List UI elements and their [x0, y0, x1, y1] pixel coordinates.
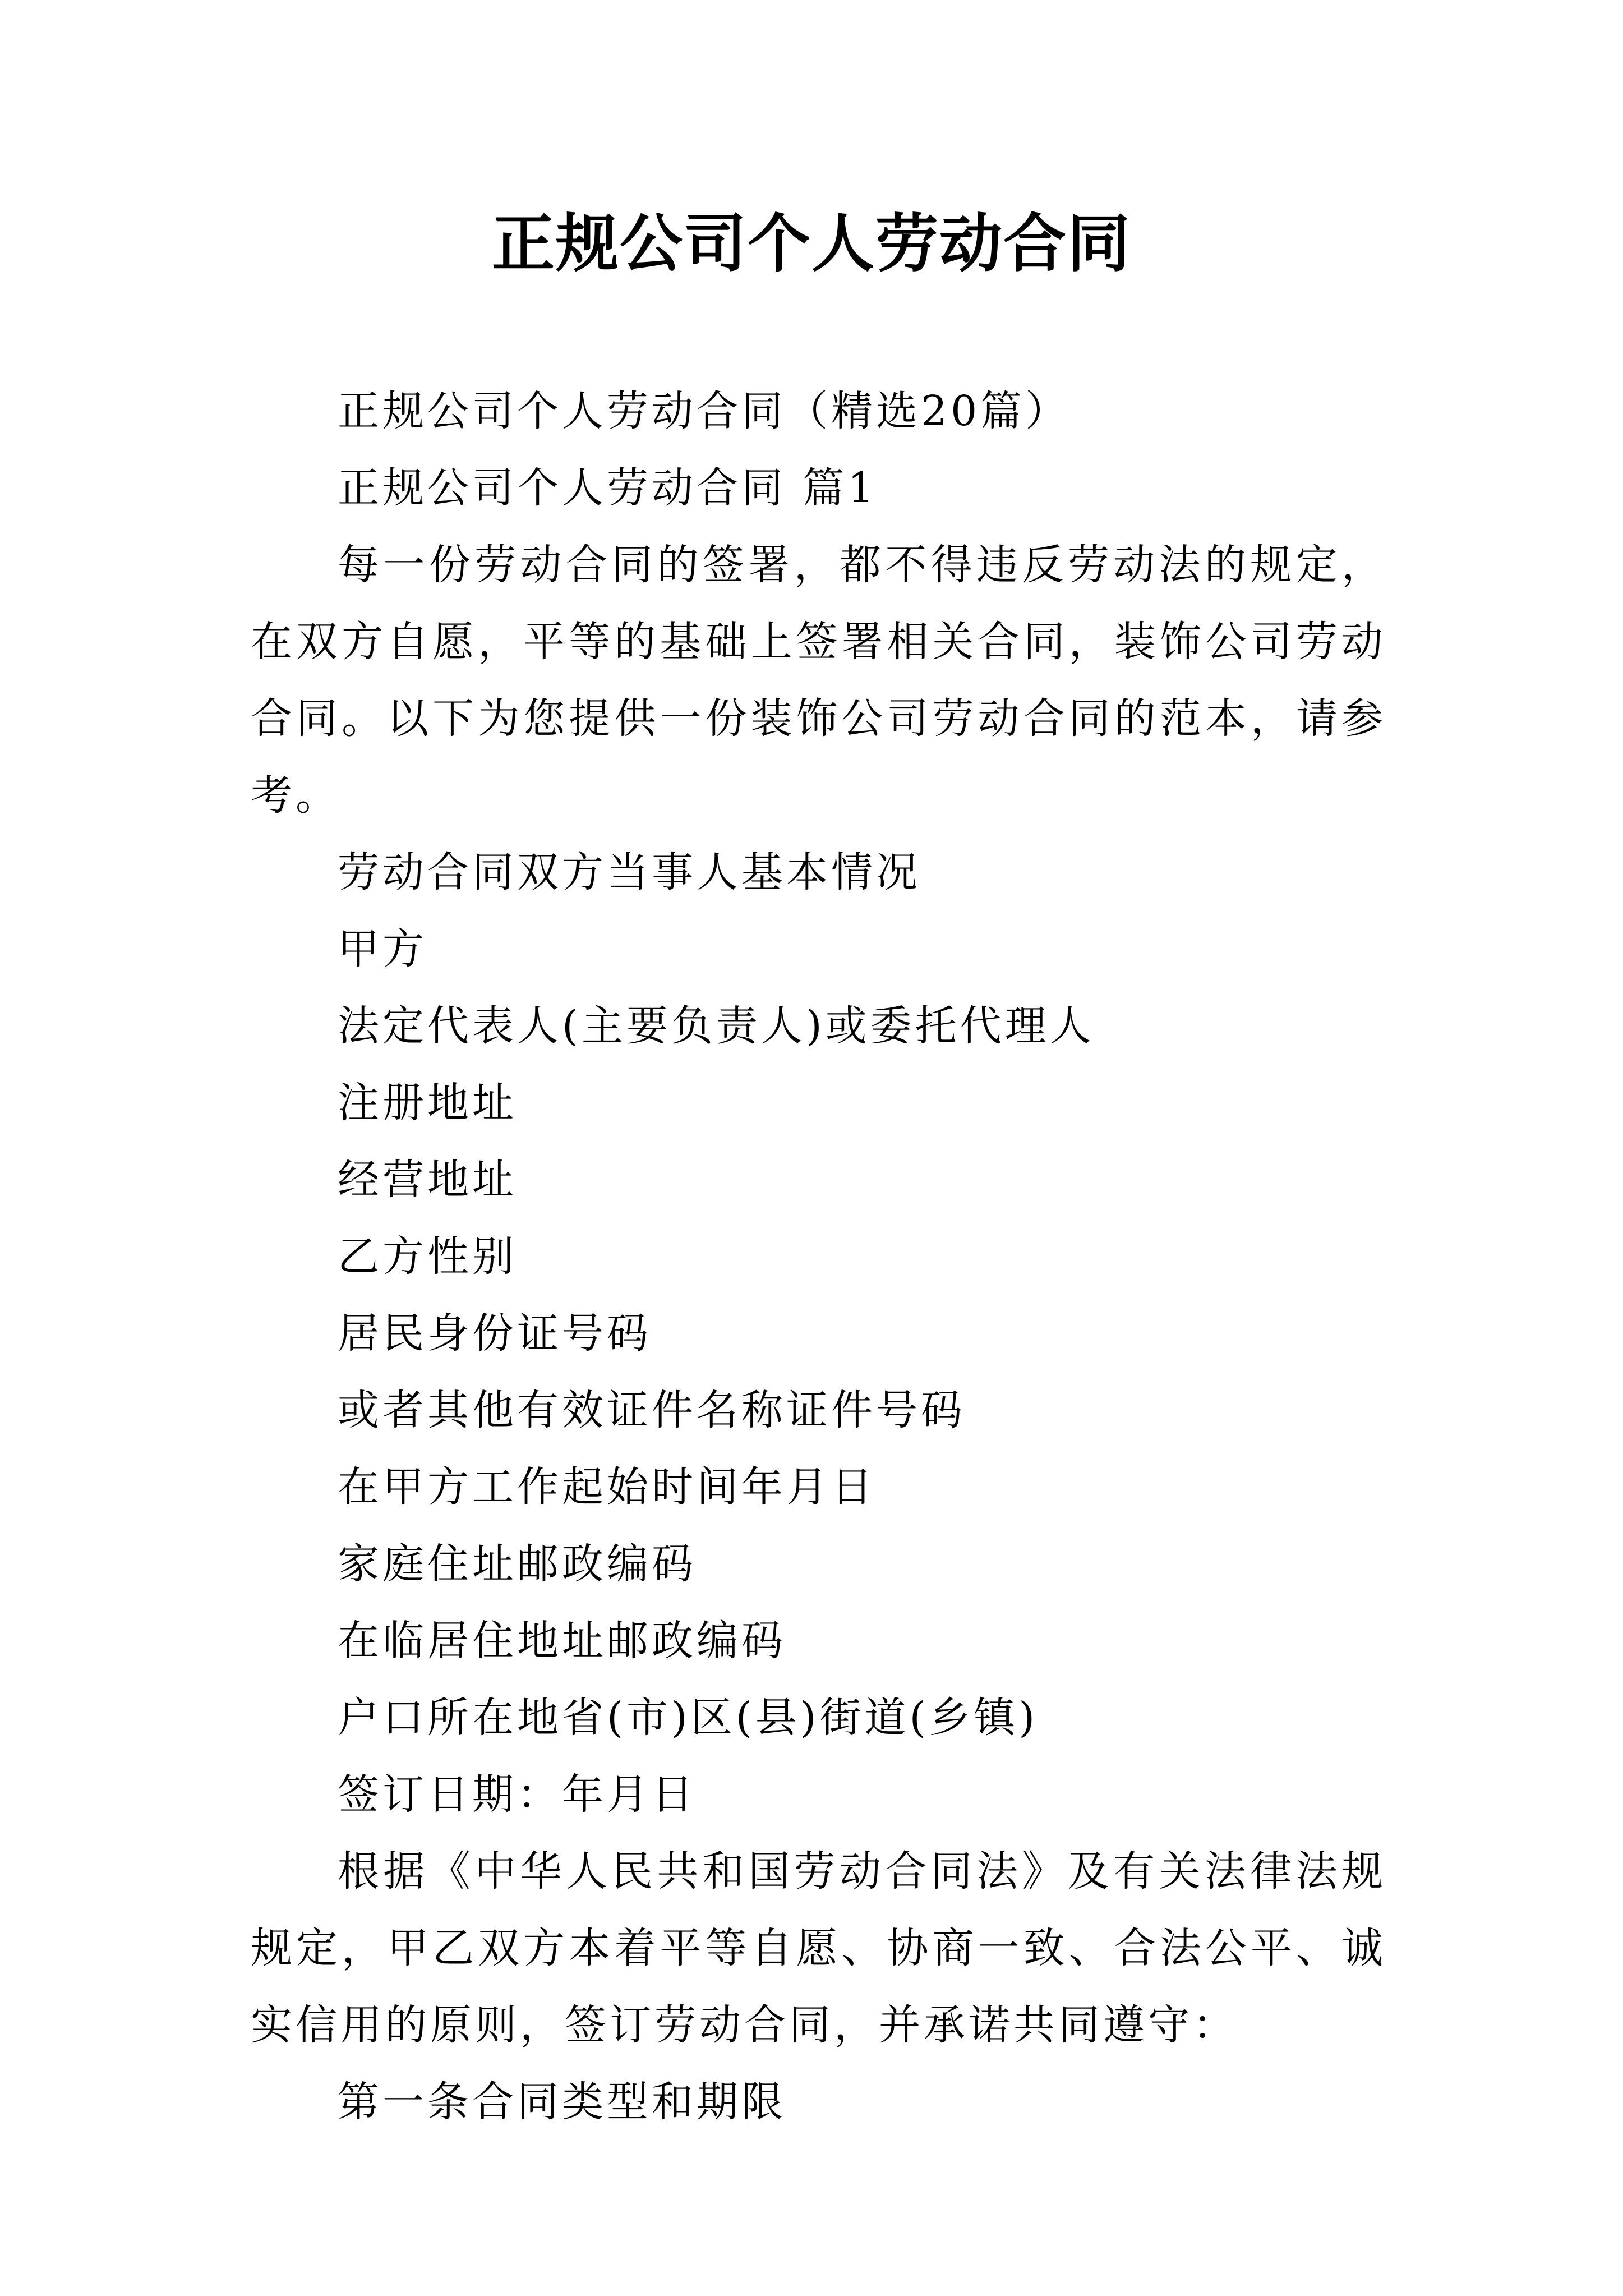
- field-id-number: 居民身份证号码: [338, 1309, 652, 1358]
- paragraph-section-heading: 正规公司个人劳动合同 篇1: [338, 464, 878, 512]
- paragraph-subtitle: 正规公司个人劳动合同（精选20篇）: [338, 387, 1071, 435]
- field-party-a: 甲方: [338, 925, 427, 973]
- document-body: [251, 373, 1386, 2141]
- field-registered-address: 注册地址: [338, 1079, 517, 1127]
- field-household-registration: 户口所在地省(市)区(县)街道(乡镇): [338, 1694, 1039, 1742]
- field-legal-representative: 法定代表人(主要负责人)或委托代理人: [338, 1002, 1095, 1050]
- field-business-address: 经营地址: [338, 1156, 517, 1204]
- field-signing-date: 签订日期：年月日: [338, 1770, 697, 1819]
- field-party-b-gender: 乙方性别: [338, 1232, 517, 1281]
- field-temporary-address: 在临居住地址邮政编码: [338, 1617, 786, 1665]
- paragraph-article-1-heading: 第一条合同类型和期限: [338, 2078, 786, 2126]
- paragraph-intro: 每一份劳动合同的签署，都不得违反劳动法的规定，在双方自愿，平等的基础上签署相关合同，装饰公司劳动合同。以下为您提供一份装饰公司劳动合同的范本，请参考。: [251, 541, 1386, 820]
- field-start-date: 在甲方工作起始时间年月日: [338, 1463, 876, 1511]
- document-title: 正规公司个人劳动合同: [492, 207, 1131, 280]
- field-home-address: 家庭住址邮政编码: [338, 1540, 697, 1588]
- paragraph-legal-basis: 根据《中华人民共和国劳动合同法》及有关法律法规规定，甲乙双方本着平等自愿、协商一致、合法公平、诚实信用的原则，签订劳动合同，并承诺共同遵守：: [251, 1847, 1386, 2049]
- field-other-id: 或者其他有效证件名称证件号码: [338, 1386, 966, 1434]
- paragraph-parties-heading: 劳动合同双方当事人基本情况: [338, 848, 921, 896]
